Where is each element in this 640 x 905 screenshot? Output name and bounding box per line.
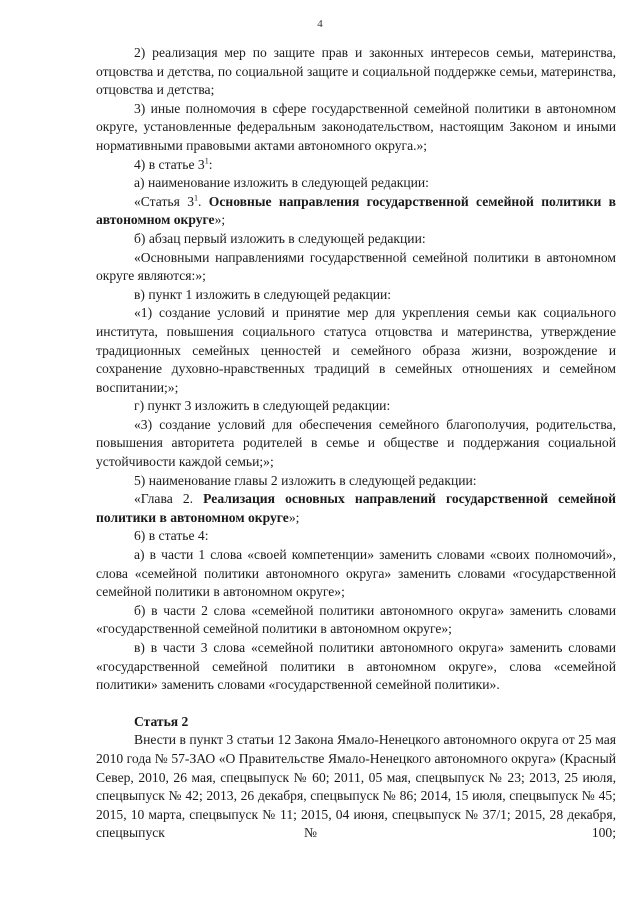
paragraph-item-5: 5) наименование главы 2 изложить в следующей редакции: bbox=[134, 472, 477, 488]
paragraph-quote-directions: «Основными направлениями государственной семейной политики в автономном округе являются:»; bbox=[96, 249, 616, 284]
paragraph-sub-b: б) абзац первый изложить в следующей редакции: bbox=[134, 230, 426, 246]
paragraph-sub-b-part2: б) в части 2 слова «семейной политики автономного округа» заменить словами «государственной семейной политики в автономном округе»; bbox=[96, 602, 616, 637]
paragraph-sub-a: а) наименование изложить в следующей редакции: bbox=[134, 175, 429, 191]
paragraph-item-3: 3) иные полномочия в сфере государственной семейной политики в автономном округе, установленные федеральным законодательством, настоящим Законом и иными нормативными правовыми актами автономного округа.»; bbox=[96, 100, 616, 153]
amendment-4-tail: : bbox=[208, 156, 213, 172]
paragraph-chapter-title-quote bbox=[96, 490, 616, 527]
article-title-prefix: «Статья 3 bbox=[134, 193, 195, 209]
amendment-4-text: 4) в статье 3 bbox=[134, 156, 205, 172]
article-title-tail: »; bbox=[214, 212, 226, 228]
chapter-title-bold: Реализация основных направлений государственной семейной политики в автономном округе bbox=[96, 491, 616, 525]
paragraph-sub-v: в) пункт 1 изложить в следующей редакции: bbox=[134, 286, 392, 302]
chapter-title-prefix: «Глава 2. bbox=[134, 491, 204, 507]
paragraph-amendment-4 bbox=[96, 156, 616, 175]
article-title-dot: . bbox=[198, 193, 209, 209]
paragraph-item-6: 6) в статье 4: bbox=[134, 528, 209, 544]
paragraph-quote-point-3: «3) создание условий для обеспечения семейного благополучия, родительства, повышения авторитета родителей в семье и обществе и поддержания социальной устойчивости каждой семьи;»; bbox=[96, 416, 616, 470]
superscript: 1 bbox=[204, 156, 209, 166]
article-heading: Статья 2 bbox=[134, 713, 189, 729]
article-title-bold: Основные направления государственной семейной политики в автономном округе bbox=[96, 193, 616, 228]
paragraph-sub-a-part1: а) в части 1 слова «своей компетенции» заменить словами «своих полномочий», слова «семейной политики автономного округа» заменить словами «государственной семейной политики в автономном округе»; bbox=[96, 547, 616, 600]
page-number: 4 bbox=[317, 18, 323, 30]
paragraph-sub-v-part3: в) в части 3 слова «семейной политики автономного округа» заменить словами «государственной семейной политики в автономном округе», слова «семейной политики» заменить словами «государственной семейной политики». bbox=[96, 640, 616, 693]
document-body bbox=[96, 44, 616, 843]
superscript: 1 bbox=[194, 193, 199, 203]
paragraph-article-title-quote bbox=[96, 193, 616, 230]
paragraph-item-2: 2) реализация мер по защите прав и законных интересов семьи, материнства, отцовства и детства, по социальной защите и социальной поддержке семьи, материнства, отцовства и детства; bbox=[96, 45, 616, 98]
chapter-title-tail: »; bbox=[288, 509, 300, 525]
paragraph-sub-g: г) пункт 3 изложить в следующей редакции: bbox=[134, 398, 391, 414]
paragraph-quote-point-1: «1) создание условий и принятие мер для укрепления семьи как социального института, повышения социального статуса отцовства и материнства, утверждение традиционных семейных ценностей и семейного образа жизни, возрождение и сохранение духовно-нравственных традиций в семейных отношениях и семейном воспитании;»; bbox=[96, 305, 616, 395]
paragraph-article-2-body: Внести в пункт 3 статьи 12 Закона Ямало-Ненецкого автономного округа от 25 мая 2010 года № 57-ЗАО «О Правительстве Ямало-Ненецкого автономного округа» (Красный Север, 2010, 26 мая, спецвыпуск № 60; 2011, 05 мая, спецвыпуск № 23; 2013, 25 июля, спецвыпуск № 42; 2013, 26 декабря, спецвыпуск № 86; 2014, 15 июля, спецвыпуск № 45; 2015, 10 марта, спецвыпуск № 11; 2015, 04 июня, спецвыпуск № 37/1; 2015, 28 декабря, спецвыпуск № 100; bbox=[96, 732, 616, 841]
